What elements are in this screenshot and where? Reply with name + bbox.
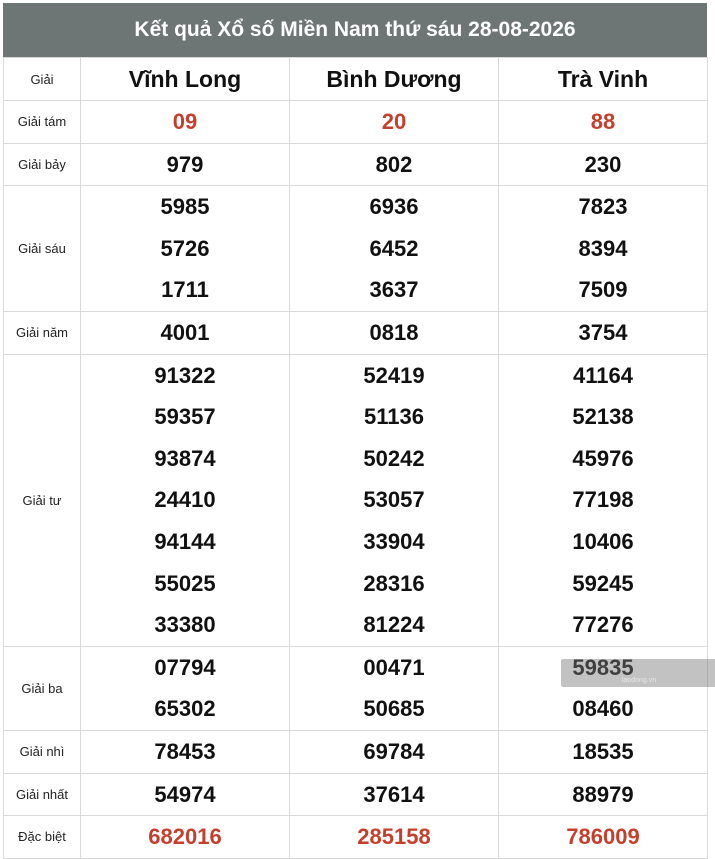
prize-cell: [290, 646, 499, 730]
prize-number: 77198: [572, 487, 634, 513]
prize-number: 33904: [363, 528, 425, 554]
prize-number: 4001: [160, 319, 210, 345]
prize-cell: [81, 311, 290, 354]
prize-number: 3754: [578, 319, 628, 345]
prize-cell: [81, 773, 290, 816]
prize-cell: [499, 816, 708, 859]
prize-number: 81224: [363, 612, 425, 638]
prize-number: 69784: [363, 738, 425, 764]
prize-cell: [290, 143, 499, 186]
prize-number: 24410: [154, 487, 216, 513]
prize-number: 91322: [154, 362, 216, 388]
prize-cell: [499, 773, 708, 816]
prize-label: Giải năm: [4, 311, 81, 354]
prize-row: [4, 143, 708, 186]
prize-number: 41164: [573, 362, 633, 388]
prize-number: 20: [381, 109, 407, 134]
prize-cell: [499, 186, 708, 312]
prize-cell: [290, 773, 499, 816]
prize-cell: [81, 143, 290, 186]
prize-number: 51136: [364, 404, 424, 430]
prize-cell: [499, 101, 708, 144]
prize-number: 07794: [154, 654, 216, 680]
prize-number: 18535: [572, 738, 634, 764]
prize-cell: [81, 354, 290, 646]
prize-number: 65302: [154, 696, 216, 722]
prize-cell: [290, 816, 499, 859]
prize-cell: [290, 186, 499, 312]
prize-cell: [81, 101, 290, 144]
prize-cell: [499, 143, 708, 186]
prize-number: 37614: [363, 781, 425, 807]
prize-number: 08460: [572, 696, 634, 722]
prize-label: Đặc biệt: [4, 816, 81, 859]
prize-number: 45976: [572, 445, 634, 471]
prize-number: 88: [590, 109, 616, 134]
prize-cell: [499, 311, 708, 354]
prize-number: 5726: [160, 235, 210, 261]
province-binh-duong: Bình Dương: [290, 58, 499, 101]
header-prize-label: Giải: [4, 58, 81, 101]
prize-number: 786009: [566, 824, 640, 850]
prize-number: 59357: [154, 404, 216, 430]
prize-cell: [290, 354, 499, 646]
prize-row: [4, 730, 708, 773]
watermark-text: laodong.vn: [621, 677, 657, 684]
prize-cell: [81, 646, 290, 730]
prize-label: Giải sáu: [4, 186, 81, 312]
prize-row: [4, 354, 708, 646]
prize-number: 09: [172, 109, 198, 134]
prize-label: Giải nhất: [4, 773, 81, 816]
prize-row: [4, 773, 708, 816]
prize-number: 1711: [161, 277, 209, 303]
results-table: [3, 57, 708, 859]
prize-number: 55025: [154, 570, 216, 596]
prize-row: [4, 186, 708, 312]
prize-row: [4, 816, 708, 859]
prize-number: 93874: [154, 445, 216, 471]
prize-number: 802: [375, 151, 413, 177]
prize-cell: [290, 311, 499, 354]
prize-cell: [81, 730, 290, 773]
prize-number: 3637: [369, 277, 419, 303]
prize-number: 10406: [572, 528, 634, 554]
prize-number: 5985: [160, 194, 210, 220]
prize-number: 7823: [578, 194, 628, 220]
prize-number: 6452: [369, 235, 419, 261]
header-row: [4, 58, 708, 101]
prize-cell: [81, 186, 290, 312]
prize-number: 50242: [363, 445, 425, 471]
prize-label: Giải nhì: [4, 730, 81, 773]
prize-number: 979: [166, 151, 204, 177]
prize-number: 8394: [578, 235, 628, 261]
prize-label: Giải ba: [4, 646, 81, 730]
prize-number: 59835: [572, 654, 634, 680]
prize-number: 285158: [357, 824, 431, 850]
prize-number: 54974: [154, 781, 216, 807]
province-tra-vinh: Trà Vinh: [499, 58, 708, 101]
prize-label: Giải tư: [4, 354, 81, 646]
prize-number: 78453: [154, 738, 216, 764]
prize-number: 230: [584, 151, 622, 177]
prize-cell: [499, 354, 708, 646]
prize-number: 00471: [363, 654, 425, 680]
prize-number: 88979: [572, 781, 634, 807]
prize-number: 59245: [572, 570, 634, 596]
prize-number: 77276: [572, 612, 634, 638]
prize-label: Giải tám: [4, 101, 81, 144]
watermark-overlay: [561, 659, 715, 687]
results-container: [3, 3, 707, 859]
prize-number: 50685: [363, 696, 425, 722]
prize-number: 52138: [572, 404, 634, 430]
prize-number: 94144: [154, 528, 216, 554]
prize-label: Giải bảy: [4, 143, 81, 186]
prize-row: [4, 311, 708, 354]
prize-number: 6936: [369, 194, 419, 220]
prize-number: 0818: [369, 319, 419, 345]
prize-cell: [81, 816, 290, 859]
prize-number: 7509: [578, 277, 628, 303]
prize-number: 28316: [363, 570, 425, 596]
prize-number: 52419: [363, 362, 425, 388]
results-title: Kết quả Xổ số Miền Nam thứ sáu 28-08-2026: [3, 3, 707, 57]
prize-number: 33380: [154, 612, 216, 638]
province-vinh-long: Vĩnh Long: [81, 58, 290, 101]
prize-row: [4, 101, 708, 144]
prize-number: 53057: [363, 487, 425, 513]
prize-cell: [290, 730, 499, 773]
prize-cell: [499, 730, 708, 773]
prize-cell: [290, 101, 499, 144]
prize-number: 682016: [148, 824, 222, 850]
